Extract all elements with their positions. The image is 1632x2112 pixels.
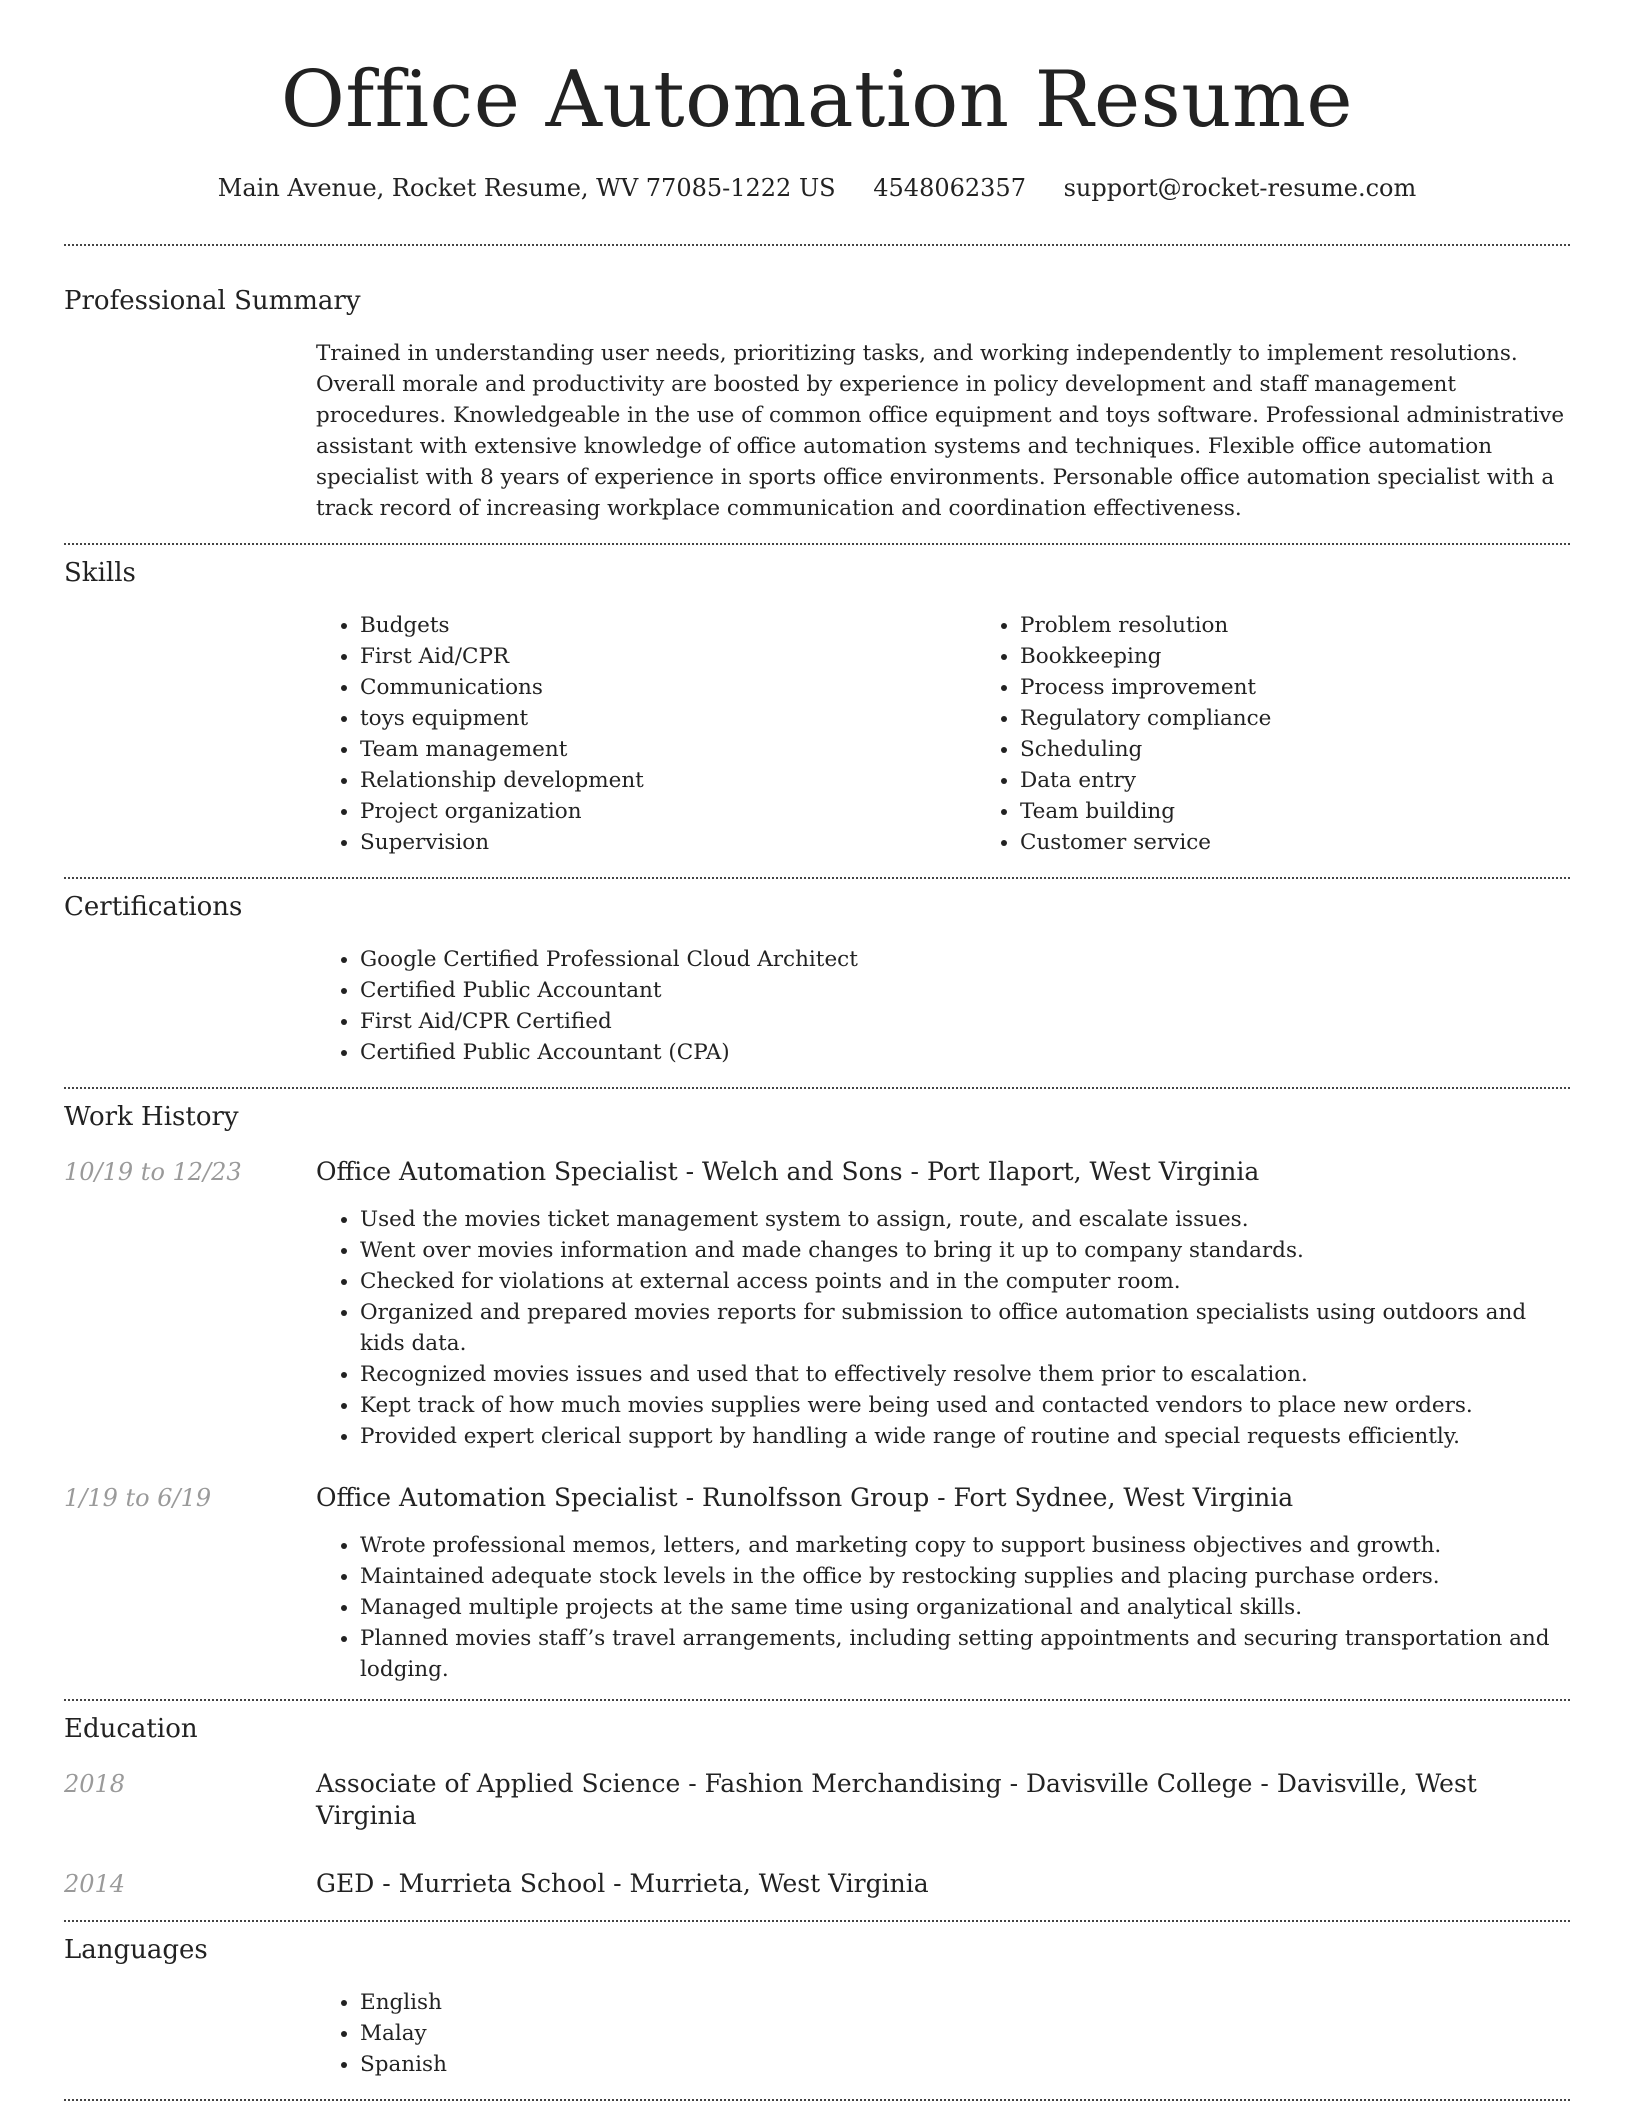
skill-item: • Scheduling bbox=[1020, 734, 1632, 765]
resume-title: Office Automation Resume bbox=[280, 55, 1354, 145]
job-title: Office Automation Specialist - Runolfsson Group - Fort Sydnee, West Virginia bbox=[316, 1483, 1294, 1512]
job-title: Office Automation Specialist - Welch and Sons - Port Ilaport, West Virginia bbox=[316, 1157, 1260, 1186]
job-bullet: • Organized and prepared movies reports for submission to office automation specialists using outdoors and kids data. bbox=[360, 1297, 1570, 1359]
language-item: • Spanish bbox=[360, 2049, 1570, 2080]
education-entry bbox=[64, 1868, 1570, 1900]
summary-text: Trained in understanding user needs, prioritizing tasks, and working independently to implement resolutions. Overall morale and productivity are boosted by experience in policy development and staff management procedures. Knowledgeable in the use of common office equipment and toys software. Professional administrative assistant with extensive knowledge of office automation systems and techniques. Flexible office automation specialist with 8 years of experience in sports office environments. Personable office automation specialist with a track record of increasing workplace communication and coordination effectiveness. bbox=[316, 341, 1565, 521]
skill-item: • Problem resolution bbox=[1020, 610, 1632, 641]
certification-item: • Certified Public Accountant bbox=[360, 975, 1570, 1006]
certification-item: • Certified Public Accountant (CPA) bbox=[360, 1037, 1570, 1068]
skill-item: • Project organization bbox=[360, 796, 976, 827]
education-title: Associate of Applied Science - Fashion Merchandising - Davisville College - Davisville, West Virginia bbox=[316, 1769, 1477, 1830]
resume-page bbox=[64, 0, 1570, 2101]
section-divider bbox=[64, 2099, 1570, 2101]
skill-item: • Regulatory compliance bbox=[1020, 703, 1632, 734]
languages-section bbox=[64, 1922, 1570, 2080]
summary-heading: Professional Summary bbox=[64, 286, 361, 316]
job-bullet: • Maintained adequate stock levels in the office by restocking supplies and placing purchase orders. bbox=[360, 1561, 1570, 1592]
job-entry bbox=[64, 1156, 1570, 1188]
work-history-heading: Work History bbox=[64, 1102, 239, 1132]
education-date: 2018 bbox=[64, 1770, 126, 1798]
job-bullet: • Wrote professional memos, letters, and marketing copy to support business objectives and growth. bbox=[360, 1530, 1570, 1561]
certifications-section bbox=[64, 879, 1570, 1068]
skill-item: • Communications bbox=[360, 672, 976, 703]
skill-item: • toys equipment bbox=[360, 703, 976, 734]
language-item: • English bbox=[360, 1987, 1570, 2018]
education-date: 2014 bbox=[64, 1870, 126, 1898]
certification-item: • First Aid/CPR Certified bbox=[360, 1006, 1570, 1037]
languages-heading: Languages bbox=[64, 1935, 208, 1965]
job-bullet: • Kept track of how much movies supplies were being used and contacted vendors to place new orders. bbox=[360, 1390, 1570, 1421]
job-bullet: • Went over movies information and made changes to bring it up to company standards. bbox=[360, 1235, 1570, 1266]
skill-item: • Bookkeeping bbox=[1020, 641, 1632, 672]
skills-list-left bbox=[316, 610, 976, 858]
job-bullet: • Checked for violations at external access points and in the computer room. bbox=[360, 1266, 1570, 1297]
skill-item: • Supervision bbox=[360, 827, 976, 858]
education-entry bbox=[64, 1768, 1570, 1832]
job-entry bbox=[64, 1482, 1570, 1514]
contact-email: support@rocket-resume.com bbox=[1063, 174, 1417, 202]
skill-item: • Data entry bbox=[1020, 765, 1632, 796]
contact-address: Main Avenue, Rocket Resume, WV 77085-1222 US bbox=[217, 174, 836, 202]
language-item: • Malay bbox=[360, 2018, 1570, 2049]
skill-item: • Customer service bbox=[1020, 827, 1632, 858]
skill-item: • Budgets bbox=[360, 610, 976, 641]
certifications-list bbox=[316, 944, 1570, 1068]
certifications-heading: Certifications bbox=[64, 892, 243, 922]
skill-item: • Process improvement bbox=[1020, 672, 1632, 703]
skills-heading: Skills bbox=[64, 558, 136, 588]
job-date: 1/19 to 6/19 bbox=[64, 1484, 212, 1512]
skills-list-right bbox=[976, 610, 1632, 858]
education-section bbox=[64, 1701, 1570, 1900]
job-bullet: • Managed multiple projects at the same time using organizational and analytical skills. bbox=[360, 1592, 1570, 1623]
summary-section bbox=[64, 246, 1570, 524]
languages-list bbox=[316, 1987, 1570, 2080]
job-bullet: • Provided expert clerical support by handling a wide range of routine and special requests efficiently. bbox=[360, 1421, 1570, 1452]
contact-line bbox=[64, 172, 1570, 204]
education-title: GED - Murrieta School - Murrieta, West Virginia bbox=[316, 1869, 929, 1898]
job-bullets bbox=[316, 1204, 1570, 1452]
skill-item: • Team building bbox=[1020, 796, 1632, 827]
certification-item: • Google Certified Professional Cloud Architect bbox=[360, 944, 1570, 975]
work-history-section bbox=[64, 1089, 1570, 1685]
education-heading: Education bbox=[64, 1714, 198, 1744]
skill-item: • First Aid/CPR bbox=[360, 641, 976, 672]
job-bullet: • Planned movies staff’s travel arrangements, including setting appointments and securing transportation and lodging. bbox=[360, 1623, 1570, 1685]
skills-section bbox=[64, 545, 1570, 858]
job-date: 10/19 to 12/23 bbox=[64, 1158, 242, 1186]
job-bullet: • Recognized movies issues and used that to effectively resolve them prior to escalation. bbox=[360, 1359, 1570, 1390]
contact-phone: 4548062357 bbox=[873, 174, 1026, 202]
job-bullets bbox=[316, 1530, 1570, 1685]
skill-item: • Team management bbox=[360, 734, 976, 765]
job-bullet: • Used the movies ticket management system to assign, route, and escalate issues. bbox=[360, 1204, 1570, 1235]
skill-item: • Relationship development bbox=[360, 765, 976, 796]
